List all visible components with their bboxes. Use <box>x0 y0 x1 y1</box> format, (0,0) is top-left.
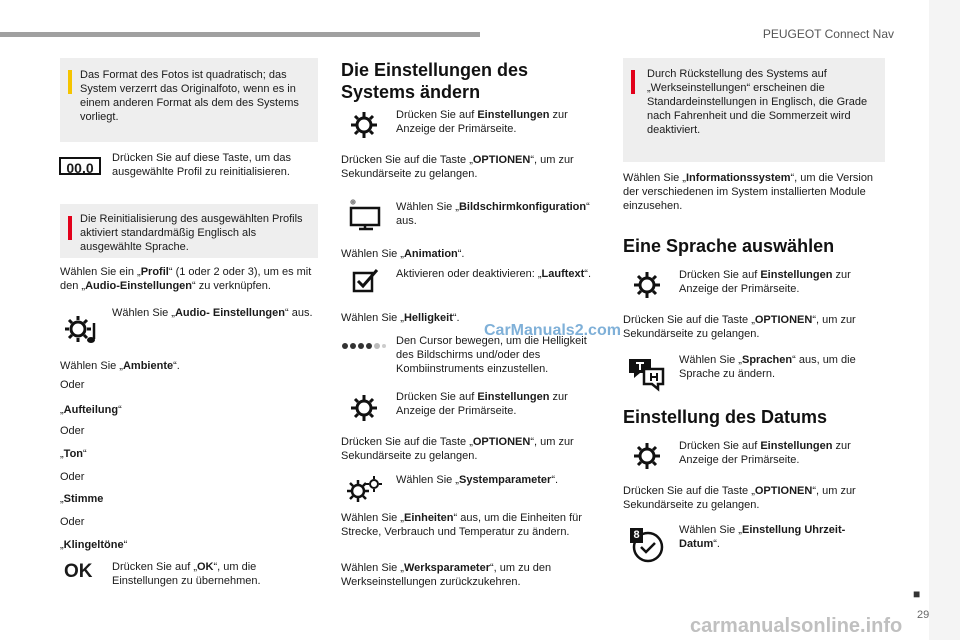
note-text: Die Reinitialisierung des ausgewählten Profils aktiviert standardmäßig Englisch als ausgewählte Sprache. <box>80 213 303 253</box>
settings-gear-icon-3 <box>632 270 662 300</box>
top-rule <box>0 32 480 37</box>
info-mark <box>68 70 72 94</box>
screen-config-icon <box>344 198 384 232</box>
lauftext-text: Aktivieren oder deaktivieren: „Lauftext“. <box>396 268 592 280</box>
oder-3: Oder <box>60 471 85 483</box>
ok-icon: OK <box>64 561 93 582</box>
audio-settings-icon <box>62 313 102 347</box>
werksparameter-text: Wählen Sie „Werksparameter“, um zu den Werkseinstellungen zurückzukehren. <box>341 562 552 588</box>
settings-gear-icon-2 <box>349 393 379 423</box>
stimme-option: „Stimme <box>60 493 104 505</box>
einstellungen-text-3: Drücken Sie auf Einstellungen zur Anzeige der Primärseite. <box>679 269 851 295</box>
optionen-text-4: Drücken Sie auf die Taste „OPTIONEN“, um zur Sekundärseite zu gelangen. <box>623 485 856 511</box>
brightness-slider-icon <box>340 341 386 351</box>
animation-text: Wählen Sie „Animation“. <box>341 248 465 260</box>
calendar-badge: 8 <box>630 528 643 543</box>
language-icon <box>626 355 666 393</box>
systemparameter-text: Wählen Sie „Systemparameter“. <box>396 474 559 486</box>
note-text: Das Format des Fotos ist quadratisch; das System verzerrt das Originalfoto, wenn es in einem anderen Format als dem des Systems vorliegt. <box>80 69 299 123</box>
sprachen-text: Wählen Sie „Sprachen“ aus, um die Sprache zu ändern. <box>679 354 856 380</box>
optionen-text-1: Drücken Sie auf die Taste „OPTIONEN“, um zur Sekundärseite zu gelangen. <box>341 154 574 180</box>
audio-settings-text: Wählen Sie „Audio- Einstellungen“ aus. <box>112 307 313 319</box>
reset-label: 00.0 <box>66 160 94 176</box>
klingeltoene-option: „Klingeltöne“ <box>60 539 128 551</box>
informationssystem-text: Wählen Sie „Informationssystem“, um die Version der verschiedenen im System installierten Module einzusehen. <box>623 172 874 212</box>
warning-note-factory <box>623 58 885 162</box>
heading-date: Einstellung des Datums <box>623 407 828 427</box>
reset-profile-icon <box>59 157 101 175</box>
heading-language: Eine Sprache auswählen <box>623 236 835 256</box>
running-header: PEUGEOT Connect Nav <box>762 27 894 41</box>
page-end-marker: ■ <box>913 587 921 601</box>
ton-option: „Ton“ <box>60 448 87 460</box>
uhrzeit-datum-text: Wählen Sie „Einstellung Uhrzeit-Datum“. <box>679 524 846 550</box>
checkbox-icon <box>351 268 379 294</box>
oder-1: Oder <box>60 379 85 391</box>
watermark-carmanuals2: CarManuals2.com <box>484 322 621 339</box>
warning-mark <box>631 70 635 94</box>
page-number: 29 <box>917 609 930 621</box>
einheiten-text: Wählen Sie „Einheiten“ aus, um die Einheiten für Strecke, Verbrauch und Temperatur zu ändern. <box>341 512 582 538</box>
einstellungen-text-2: Drücken Sie auf Einstellungen zur Anzeige der Primärseite. <box>396 391 568 417</box>
helligkeit-text: Wählen Sie „Helligkeit“. <box>341 312 460 324</box>
right-margin-strip <box>929 0 960 640</box>
bildschirm-text: Wählen Sie „Bildschirmkonfiguration“ aus. <box>396 201 590 227</box>
aufteilung-option: „Aufteilung“ <box>60 404 122 416</box>
einstellungen-text-4: Drücken Sie auf Einstellungen zur Anzeige der Primärseite. <box>679 440 851 466</box>
settings-gear-icon-4 <box>632 441 662 471</box>
heading-system-settings: Die Einstellungen des Systems ändern <box>341 60 529 102</box>
cursor-text: Den Cursor bewegen, um die Helligkeit des Bildschirms und/oder des Kombiinstruments einzustellen. <box>396 335 587 375</box>
ok-text: Drücken Sie auf „OK“, um die Einstellungen zu übernehmen. <box>112 561 261 587</box>
oder-4: Oder <box>60 516 85 528</box>
einstellungen-text-1: Drücken Sie auf Einstellungen zur Anzeige der Primärseite. <box>396 109 568 135</box>
warning-mark <box>68 216 72 240</box>
ambiente-text: Wählen Sie „Ambiente“. <box>60 360 180 372</box>
note-text: Durch Rückstellung des Systems auf „Werkseinstellungen“ erscheinen die Standardeinstellungen in Englisch, die Grade nach Fahrenheit und die Sommerzeit wird deaktiviert. <box>647 68 868 136</box>
optionen-text-3: Drücken Sie auf die Taste „OPTIONEN“, um zur Sekundärseite zu gelangen. <box>623 314 856 340</box>
profil-text: Wählen Sie ein „Profil“ (1 oder 2 oder 3), um es mit den „Audio-Einstellungen“ zu verknüpfen. <box>60 266 312 292</box>
system-parameters-icon <box>344 474 384 508</box>
oder-2: Oder <box>60 425 85 437</box>
watermark-carmanualsonline: carmanualsonline.info <box>690 615 903 637</box>
optionen-text-2: Drücken Sie auf die Taste „OPTIONEN“, um zur Sekundärseite zu gelangen. <box>341 436 574 462</box>
reset-text: Drücken Sie auf diese Taste, um das ausgewählte Profil zu reinitialisieren. <box>112 152 291 178</box>
warning-note-reinit <box>60 204 318 258</box>
settings-gear-icon <box>349 110 379 140</box>
clock-date-icon <box>626 525 668 565</box>
info-note-photo-format <box>60 58 318 142</box>
